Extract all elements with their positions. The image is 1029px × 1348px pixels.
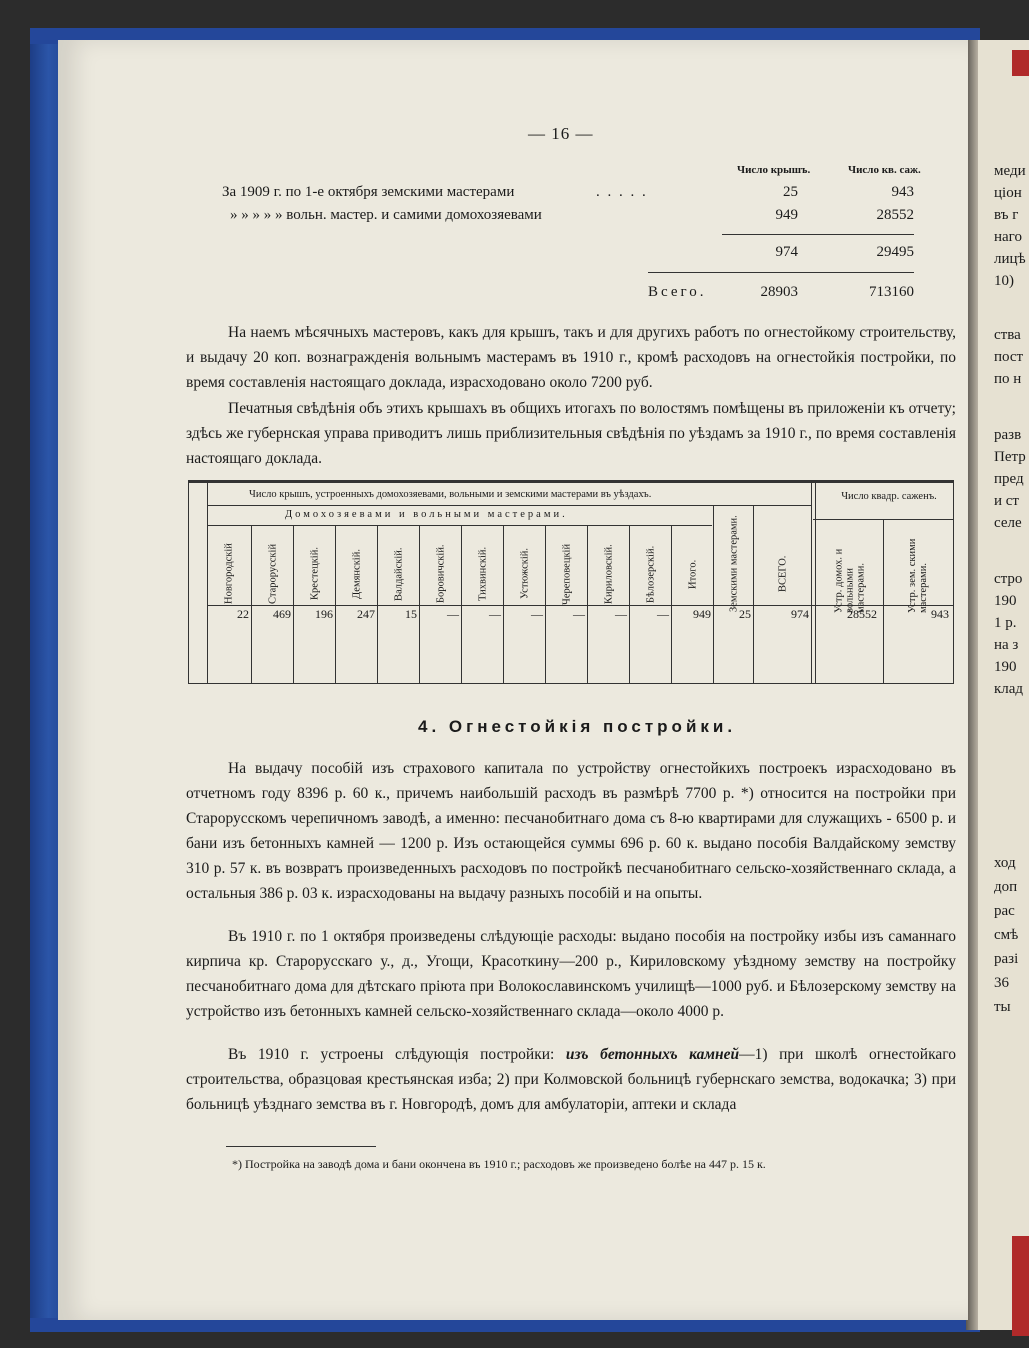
col-tikhvinsky: Тихвинскій.	[477, 546, 489, 602]
facing-text: селе	[994, 515, 1022, 531]
paragraph-1910-expenses: Въ 1910 г. по 1 октября произведены слѣдующіе расходы: выдано пособія на постройку избы изъ саманнаго кирпича кр. Старорусскаго у., д., Угощи, Красоткину—200 р., Кириловскому уѣздному земству на постройку песчанобитнаго дома для дѣтскаго пріюта при Волокославинскомъ училищѣ—1000 руб. и Бѣлозерскому земству на устройство изъ бетонныхъ камней сельско-хозяйственнаго склада—около 4000 р.	[186, 928, 956, 1020]
cover-edge-bottom	[30, 1318, 980, 1332]
table-vline	[753, 505, 754, 683]
val-krestetsky: 196	[315, 607, 333, 621]
table-rule-1	[207, 505, 811, 506]
table-vline	[545, 525, 546, 683]
val-kirillovsky: —	[615, 607, 627, 621]
table-vline	[713, 505, 714, 683]
col-valdaysky: Валдайскій.	[393, 547, 405, 601]
page-number: — 16 —	[528, 124, 594, 143]
facing-text: 190	[994, 659, 1017, 675]
val-ustyuzhsky: —	[531, 607, 543, 621]
table-vline	[883, 519, 884, 683]
val-vsego: 974	[791, 607, 809, 621]
facing-text: лицѣ	[994, 251, 1026, 267]
col-starorussky: Старорусскій	[267, 543, 279, 605]
col-header-roofs: Число крышъ.	[737, 164, 811, 176]
val-zemstvo-masters: 25	[739, 607, 751, 621]
col-cherepovetsky: Череповецкій	[561, 543, 573, 605]
section-title: 4. Огнестойкія постройки.	[418, 717, 737, 736]
col-kirillovsky: Кириловскій.	[603, 544, 615, 604]
col-demyansky: Демянскій.	[351, 549, 363, 599]
red-edge-top	[1012, 50, 1029, 76]
facing-text: на з	[994, 637, 1019, 653]
row-2-sazhen: 28552	[876, 207, 914, 223]
table-rule-2	[207, 525, 712, 526]
subtotal-roofs: 974	[775, 244, 798, 260]
facing-text: стро	[994, 571, 1023, 587]
facing-text: ход	[994, 855, 1016, 871]
val-demyansky: 247	[357, 607, 375, 621]
paragraph-printed-info: Печатныя свѣдѣнія объ этихъ крышахъ въ общихъ итогахъ по волостямъ помѣщены въ приложеніи къ отчету; здѣсь же губернская управа приводитъ лишь приблизительныя свѣдѣнія по уѣздамъ за 1910 г., по время составленія настоящаго доклада.	[186, 400, 956, 467]
total-sazhen: 713160	[869, 284, 914, 300]
row-1-roofs: 25	[783, 184, 798, 200]
col-vsego: ВСЕГО.	[777, 555, 789, 593]
col-krestetsky: Крестецкій.	[309, 547, 321, 601]
paragraph-1910-buildings-rest: —1) при школѣ огнестойкаго строительства, образцовая крестьянская изба; 2) при Колмовской больницѣ губернскаго земства, водокачка; 3) при больницѣ уѣзднаго земства въ г. Новгородѣ, домъ для амбулаторіи, аптеки и склада	[186, 1046, 956, 1113]
val-itogo: 949	[693, 607, 711, 621]
col-zemstvo-masters: Земскими мастерами.	[728, 515, 740, 613]
col-ustyuzhsky: Устюжскій.	[519, 548, 531, 600]
table-sub-header: Домохозяевами и вольными мастерами.	[285, 509, 568, 520]
subtotal-sazhen: 29495	[876, 244, 914, 260]
val-valdaysky: 15	[405, 607, 417, 621]
table-vline	[207, 483, 208, 683]
val-cherepovetsky: —	[573, 607, 585, 621]
facing-text: пост	[994, 349, 1024, 365]
facing-text: смѣ	[994, 927, 1019, 943]
facing-text: рас	[994, 903, 1015, 919]
facing-text: ства	[994, 327, 1021, 343]
table-vline	[251, 525, 252, 683]
col-header-sq-sazhen: Число кв. саж.	[848, 164, 921, 176]
table-vline	[503, 525, 504, 683]
facing-text: Петр	[994, 449, 1026, 465]
facing-text: и ст	[994, 493, 1019, 509]
facing-text: по н	[994, 371, 1022, 387]
facing-text: 10)	[994, 273, 1014, 289]
total-roofs: 28903	[760, 284, 798, 300]
facing-text: доп	[994, 879, 1018, 895]
table-vline	[461, 525, 462, 683]
facing-text: клад	[994, 681, 1024, 697]
col-built-householders: Устр. домох. и вольными мастерами.	[833, 548, 867, 613]
row-1-label: За 1909 г. по 1-е октября земскими мастерами	[222, 184, 515, 200]
table-vline	[811, 483, 812, 683]
val-tikhvinsky: —	[489, 607, 501, 621]
total-rule	[648, 272, 914, 273]
subtotal-rule	[722, 234, 914, 235]
val-novgorodsky: 22	[237, 607, 249, 621]
red-edge-bottom	[1012, 1236, 1029, 1336]
facing-text: меди	[994, 163, 1026, 179]
table-right-header: Число квадр. саженъ.	[841, 491, 937, 502]
row-1-dots: . . . . .	[596, 184, 648, 200]
table-vline	[377, 525, 378, 683]
val-borovichsky: —	[447, 607, 459, 621]
table-vline	[629, 525, 630, 683]
footnote: *) Постройка на заводѣ дома и бани окончена въ 1910 г.; расходовъ же произведено болѣе на 447 р. 15 к.	[232, 1157, 766, 1171]
footnote-rule	[226, 1146, 376, 1147]
table-vline	[671, 525, 672, 683]
paragraph-1910-buildings	[186, 1042, 956, 1117]
facing-text: ціон	[994, 185, 1022, 201]
col-belozersky: Бѣлозерскій.	[645, 545, 657, 603]
facing-text: 1 р.	[994, 615, 1017, 631]
row-1-sazhen: 943	[891, 184, 914, 200]
val-starorussky: 469	[273, 607, 291, 621]
col-borovichsky: Боровичскій.	[435, 544, 447, 604]
total-label: Всего.	[648, 284, 707, 300]
col-itogo: Итого.	[687, 559, 699, 589]
col-novgorodsky: Новгородскій	[223, 543, 235, 605]
table-vline	[815, 483, 816, 683]
facing-text: разв	[994, 427, 1022, 443]
facing-text: пред	[994, 471, 1024, 487]
paragraph-insurance-capital: На выдачу пособій изъ страхового капитала по устройству огнестойкихъ построекъ израсходовано въ отчетномъ году 8396 р. 60 к., причемъ наибольшій расходъ въ размѣрѣ 7700 р. *) относится на постройки при Старорусскомъ черепичномъ заводѣ, а именно: песчанобитнаго дома съ 8-ю квартирами для служащихъ - 6500 р. и бани изъ бетонныхъ камней — 1200 р. Изъ остающейся суммы 696 р. 60 к. выдано пособія Валдайскому земству 310 р. 57 к. въ возвратъ произведенныхъ расходовъ по постройкѣ песчанобитнаго сельско-хозяйственнаго склада, а остальныя 386 р. 03 к. израсходованы на выдачу разныхъ пособій и на опыты.	[186, 760, 956, 902]
concrete-stones-emphasis: изъ бетонныхъ камней	[565, 1046, 740, 1063]
district-table	[188, 480, 954, 684]
row-2-roofs: 949	[775, 207, 798, 223]
facing-text: въ г	[994, 207, 1019, 223]
table-vline	[293, 525, 294, 683]
val-built-householders: 28552	[847, 607, 877, 621]
paragraph-masters-cost: На наемъ мѣсячныхъ мастеровъ, какъ для крышъ, такъ и для другихъ работъ по огнестойкому строительству, и выдачу 20 коп. вознагражденія вольнымъ мастерамъ въ 1910 г., кромѣ расходовъ на огнестойкія постройки, по время составленія настоящаго доклада, израсходовано около 7200 руб.	[186, 324, 956, 391]
facing-text: 190	[994, 593, 1017, 609]
val-belozersky: —	[657, 607, 669, 621]
table-vline	[419, 525, 420, 683]
table-vline	[335, 525, 336, 683]
table-vline	[587, 525, 588, 683]
paragraph-1910-buildings-start: Въ 1910 г. устроены слѣдующія постройки:	[228, 1046, 566, 1063]
val-built-zemstvo: 943	[931, 607, 949, 621]
facing-text: ты	[994, 999, 1011, 1015]
table-top-header: Число крышъ, устроенныхъ домохозяевами, вольными и земскими мастерами въ уѣздахъ.	[249, 489, 652, 500]
col-built-zemstvo: Устр. зем. скими мастерами.	[907, 538, 929, 613]
facing-text: наго	[994, 229, 1022, 245]
facing-text: 36	[994, 975, 1009, 991]
facing-text: разі	[994, 951, 1019, 967]
row-2-label: » » » » » вольн. мастер. и самими домохозяевами	[230, 207, 542, 223]
